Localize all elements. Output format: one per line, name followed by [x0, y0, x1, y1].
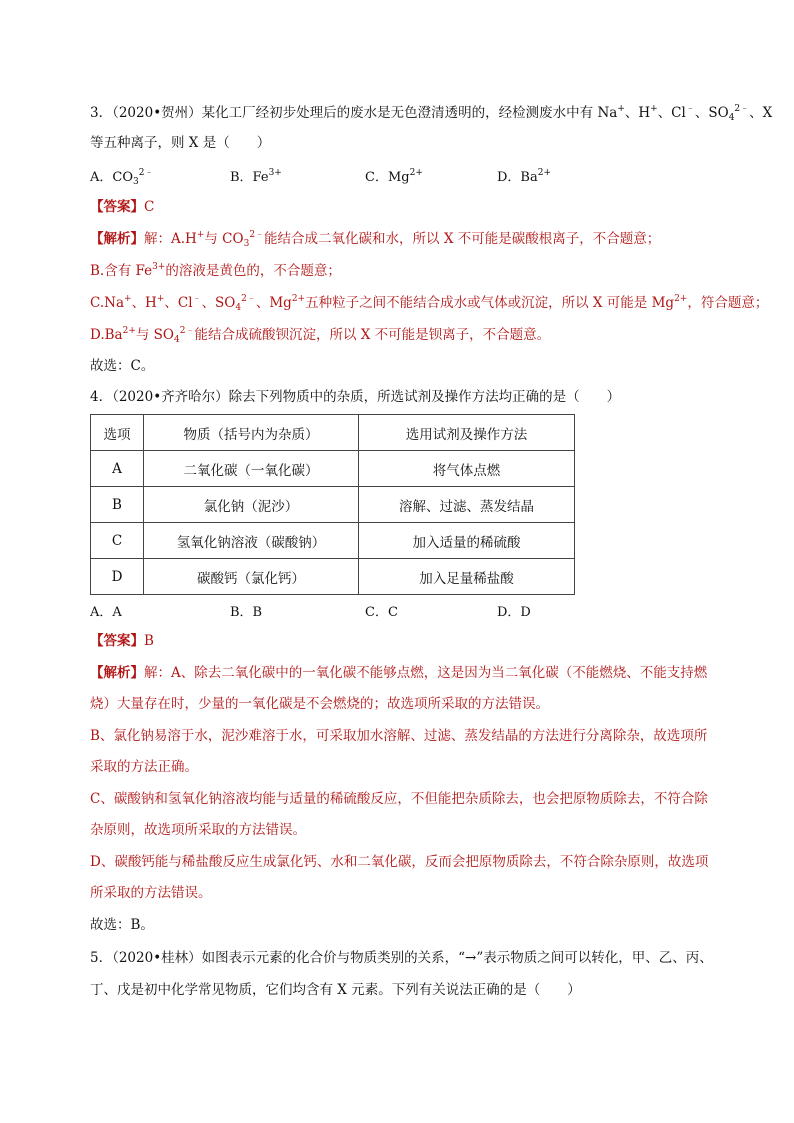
- q4-analysis-line5: C、碳酸钠和氢氧化钠溶液均能与适量的稀硫酸反应，不但能把杂质除去，也会把原物质除去，不符合除: [90, 791, 708, 807]
- q4-analysis-line1: 【解析】解：A、除去二氧化碳中的一氧化碳不能够点燃，这是因为当二氧化碳（不能燃烧、不能支持燃: [90, 665, 708, 681]
- q3-stem-line1: 3．（2020•贺州）某化工厂经初步处理后的废水是无色澄清透明的，经检测废水中有 Na+、H+、Cl﹣、$SO_4^{2﹣}$、X: [90, 104, 773, 123]
- q3-option-a: A．$CO_3^{2﹣}$: [90, 168, 154, 187]
- table-cell: B: [91, 487, 144, 523]
- q3-conclusion: 故选：C。: [90, 358, 155, 374]
- q4-analysis-line2: 烧）大量存在时，少量的一氧化碳是不会燃烧的；故选项所采取的方法错误。: [90, 696, 549, 712]
- q3-option-c: C．$Mg^{2+}$: [365, 168, 423, 185]
- table-cell: 将气体点燃: [359, 451, 575, 487]
- q3-analysis-line4: $D.Ba^{2+}$与 $SO_4^{2﹣}$能结合成硫酸钡沉淀，所以 X 不可能是钡离子，不合题意。: [90, 326, 551, 345]
- q4-stem: 4．（2020•齐齐哈尔）除去下列物质中的杂质，所选试剂及操作方法均正确的是（ ）: [90, 389, 621, 405]
- table-cell: 氢氧化钠溶液（碳酸钠）: [144, 523, 359, 559]
- q4-option-b: B．B: [230, 605, 263, 620]
- table-cell: C: [91, 523, 144, 559]
- table-cell: 加入足量稀盐酸: [359, 559, 575, 595]
- q4-analysis-line8: 所采取的方法错误。: [90, 885, 212, 901]
- q4-analysis-line6: 杂原则，故选项所采取的方法错误。: [90, 822, 306, 838]
- q4-option-d: D．D: [497, 605, 531, 620]
- q3-option-d: D．$Ba^{2+}$: [497, 168, 552, 185]
- q3-answer: 【答案】C: [90, 199, 155, 215]
- table-header-row: [91, 415, 575, 451]
- q3-analysis-line3: C.Na+、H+、Cl﹣、$SO_4^{2﹣}$、$Mg^{2+}$五种粒子之间不能结合成水或气体或沉淀，所以 X 可能是 $Mg^{2+}$，符合题意；: [90, 294, 769, 313]
- table-cell: 碳酸钙（氯化钙）: [144, 559, 359, 595]
- q4-conclusion: 故选：B。: [90, 917, 154, 933]
- table-cell: 氯化钠（泥沙）: [144, 487, 359, 523]
- q4-option-a: A．A: [90, 605, 122, 620]
- q4-option-c: C．C: [365, 605, 398, 620]
- table-cell: 加入适量的稀硫酸: [359, 523, 575, 559]
- table-header-cell: 选项: [91, 415, 144, 451]
- q5-stem-line2: 丁、戊是初中化学常见物质，它们均含有 X 元素。下列有关说法正确的是（ ）: [90, 982, 581, 998]
- q3-analysis-line2: B.含有 $Fe^{3+}$的溶液是黄色的，不合题意；: [90, 262, 341, 279]
- table-row: [91, 487, 575, 523]
- table-row: [91, 523, 575, 559]
- q3-option-b: B．$Fe^{3+}$: [230, 168, 282, 185]
- table-cell: A: [91, 451, 144, 487]
- table-header-cell: 选用试剂及操作方法: [359, 415, 575, 451]
- q4-analysis-line7: D、碳酸钙能与稀盐酸反应生成氯化钙、水和二氧化碳，反而会把原物质除去，不符合除杂原则，故选项: [90, 854, 709, 870]
- q3-analysis-line1: 【解析】解：A.H+与 $CO_3^{2﹣}$能结合成二氧化碳和水，所以 X 不可能是碳酸根离子，不合题意；: [90, 230, 661, 249]
- q4-analysis-line3: B、氯化钠易溶于水，泥沙难溶于水，可采取加水溶解、过滤、蒸发结晶的方法进行分离除杂，故选项所: [90, 728, 708, 744]
- table-cell: 溶解、过滤、蒸发结晶: [359, 487, 575, 523]
- q4-answer: 【答案】B: [90, 633, 154, 649]
- q3-stem-line2: 等五种离子，则 X 是（ ）: [90, 135, 271, 151]
- table-cell: D: [91, 559, 144, 595]
- table-row: [91, 451, 575, 487]
- table-header-cell: 物质（括号内为杂质）: [144, 415, 359, 451]
- q4-table: [90, 414, 575, 595]
- table-cell: 二氧化碳（一氧化碳）: [144, 451, 359, 487]
- q5-stem-line1: 5．（2020•桂林）如图表示元素的化合价与物质类别的关系，“→”表示物质之间可以转化，甲、乙、丙、: [90, 950, 713, 966]
- q4-analysis-line4: 采取的方法正确。: [90, 759, 198, 775]
- table-row: [91, 559, 575, 595]
